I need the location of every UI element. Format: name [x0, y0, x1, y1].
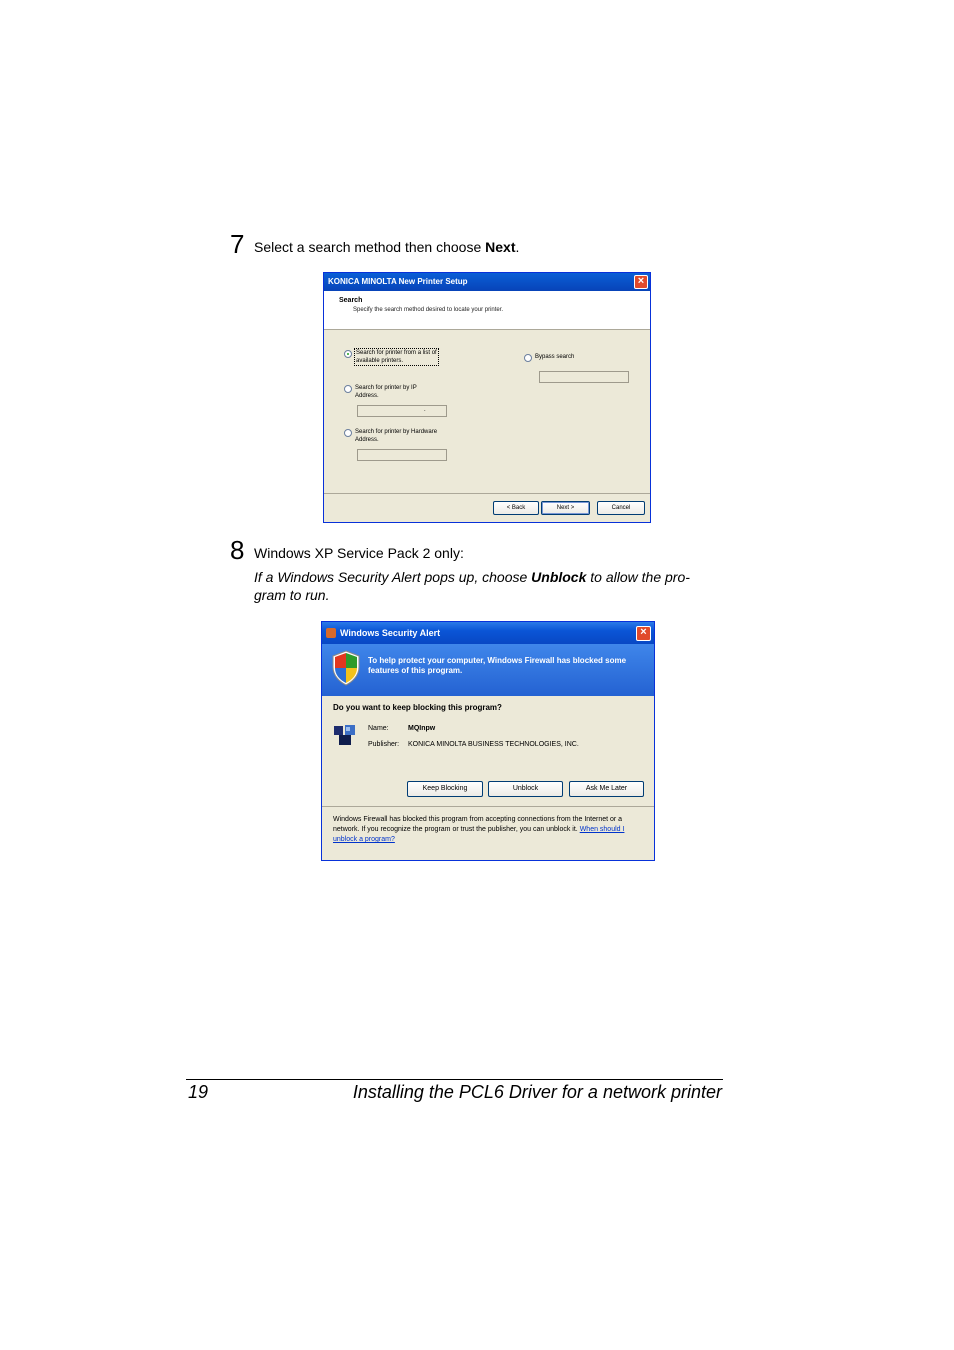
- wizard-header-title: Search: [339, 297, 363, 304]
- unblock-help-link[interactable]: When should I unblock a program?: [333, 826, 625, 843]
- page-number: 19: [188, 1082, 209, 1102]
- dialog-title-bar: [322, 622, 654, 644]
- name-value: MQInpw: [408, 725, 436, 732]
- radio-search-list[interactable]: [344, 349, 438, 365]
- bypass-address-field[interactable]: [539, 371, 629, 383]
- program-name-row: [368, 725, 436, 732]
- name-label: Name:: [368, 725, 389, 732]
- close-icon[interactable]: ×: [636, 626, 651, 641]
- firewall-explanation: Windows Firewall has blocked this program from accepting connections from the Internet or a network. If you recognize the program or trust the publisher, you can unblock it. When should I unblock a program?: [333, 816, 625, 843]
- radio-button[interactable]: [524, 354, 532, 362]
- firewall-icon: [326, 628, 336, 638]
- radio-bypass-search[interactable]: [524, 353, 574, 362]
- wizard-header: [324, 291, 650, 330]
- dialog-title: KONICA MINOLTA New Printer Setup: [328, 277, 468, 286]
- radio-search-ip[interactable]: [344, 384, 417, 400]
- next-button[interactable]: Next >: [541, 501, 590, 515]
- ip-address-field[interactable]: [357, 405, 447, 417]
- step-8-instruction: Windows XP Service Pack 2 only:: [254, 545, 464, 561]
- publisher-label: Publisher:: [368, 741, 400, 748]
- printer-setup-dialog: [323, 272, 651, 523]
- question-text: Do you want to keep blocking this program?: [333, 703, 502, 712]
- dialog-title-bar: [324, 273, 650, 291]
- program-icon: [333, 724, 357, 746]
- step-7-instruction: Select a search method then choose Next.: [254, 239, 520, 255]
- publisher-row: [368, 741, 579, 748]
- divider: [322, 806, 654, 807]
- radio-label: Search for printer by IP Address.: [355, 385, 417, 399]
- divider: [324, 493, 650, 494]
- security-alert-dialog: [321, 621, 655, 861]
- banner-message: To help protect your computer, Windows Firewall has blocked some features of this program.: [368, 656, 627, 675]
- keep-blocking-button[interactable]: Keep Blocking: [407, 781, 483, 797]
- page-running-title: Installing the PCL6 Driver for a network printer: [352, 1082, 722, 1102]
- radio-button[interactable]: [344, 429, 352, 437]
- wizard-header-subtitle: Specify the search method desired to locate your printer.: [353, 307, 504, 313]
- radio-search-hardware[interactable]: [344, 428, 437, 444]
- step-7-number: 7: [230, 229, 245, 259]
- hardware-address-field[interactable]: [357, 449, 447, 461]
- ask-me-later-button[interactable]: Ask Me Later: [569, 781, 644, 797]
- unblock-button[interactable]: Unblock: [488, 781, 563, 797]
- publisher-value: KONICA MINOLTA BUSINESS TECHNOLOGIES, INC.: [408, 741, 579, 748]
- radio-label: Search for printer from a list of available printers.: [356, 350, 437, 364]
- close-icon[interactable]: ×: [634, 275, 648, 289]
- ip-address-value: .: [424, 407, 426, 413]
- footer-rule: [186, 1079, 723, 1080]
- radio-label: Search for printer by Hardware Address.: [355, 429, 438, 443]
- cancel-button[interactable]: Cancel: [597, 501, 645, 515]
- security-shield-icon: [332, 650, 360, 686]
- radio-button-selected[interactable]: [344, 350, 352, 358]
- radio-button[interactable]: [344, 385, 352, 393]
- dialog-title: Windows Security Alert: [340, 628, 441, 638]
- step-8-note: If a Windows Security Alert pops up, choose Unblock to allow the pro-gram to run.: [254, 569, 690, 603]
- back-button[interactable]: < Back: [493, 501, 539, 515]
- alert-banner: [322, 644, 654, 696]
- step-8-number: 8: [230, 535, 245, 565]
- radio-label: Bypass search: [535, 354, 575, 360]
